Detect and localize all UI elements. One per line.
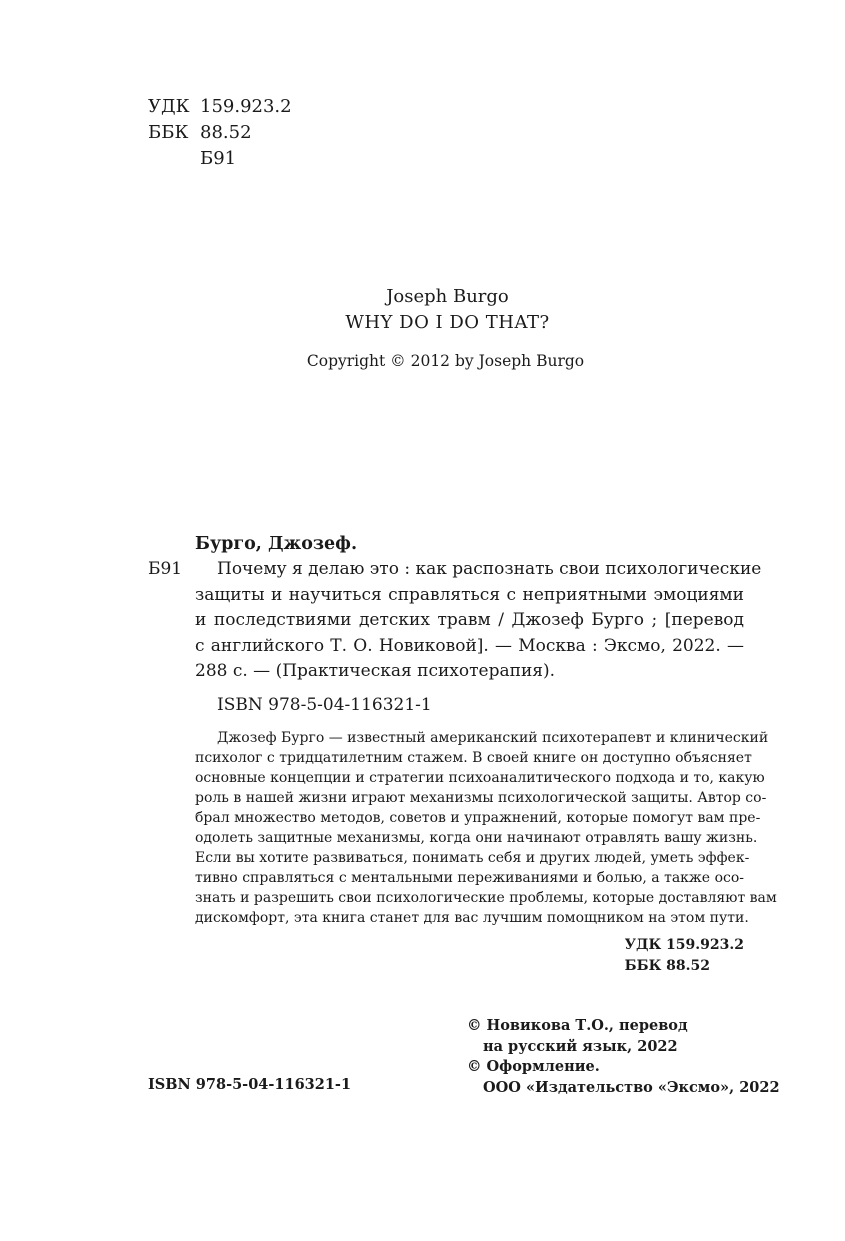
- bbk-row: [148, 122, 292, 148]
- bbk-value: 88.52: [200, 122, 252, 143]
- classification-block: [148, 96, 292, 174]
- original-title: WHY DO I DO THAT?: [345, 312, 550, 333]
- copyright-line: ООО «Издательство «Эксмо», 2022: [483, 1078, 780, 1096]
- udk-row: [148, 96, 292, 122]
- index-udk: УДК 159.923.2: [624, 937, 744, 953]
- copyright-line: © Новикова Т.О., перевод: [467, 1017, 688, 1034]
- annotation-line: знать и разрешить свои психологические проблемы, которые доставляют вам: [195, 890, 777, 906]
- annotation-line: Если вы хотите развиваться, понимать себя и других людей, уметь эффек-: [195, 850, 750, 866]
- udk-value: 159.923.2: [200, 96, 292, 117]
- annotation-line: брал множество методов, советов и упражнений, которые помогут вам пре-: [195, 810, 761, 826]
- bib-line: 288 с. — (Практическая психотерапия).: [195, 661, 556, 682]
- bib-line: с английского Т. О. Новиковой]. — Москва : Эксмо, 2022. —: [195, 635, 744, 656]
- bbk-label: ББК: [148, 122, 189, 143]
- annotation-line: тивно справляться с ментальными переживаниями и болью, а также осо-: [195, 870, 744, 886]
- annotation-line: основные концепции и стратегии психоаналитического подхода и то, какую: [195, 770, 765, 786]
- index-bbk: ББК 88.52: [624, 957, 711, 974]
- bib-line: защиты и научиться справляться с неприятными эмоциями: [195, 584, 744, 605]
- annotation-line: роль в нашей жизни играют механизмы психологической защиты. Автор со-: [195, 790, 767, 806]
- annotation-line: Джозеф Бурго — известный американский психотерапевт и клинический: [217, 730, 769, 746]
- author-heading: Бурго, Джозеф.: [195, 534, 358, 554]
- annotation-line: дискомфорт, эта книга станет для вас лучшим помощником на этом пути.: [195, 910, 749, 926]
- bib-author-mark: Б91: [148, 559, 183, 579]
- annotation-line: психолог с тридцатилетним стажем. В своей книге он доступно объясняет: [195, 750, 752, 766]
- author-mark-row: [148, 148, 292, 174]
- author-mark: Б91: [200, 148, 237, 169]
- bib-description: [195, 557, 762, 685]
- copyright-line: на русский язык, 2022: [483, 1037, 678, 1055]
- annotation: [195, 728, 777, 928]
- bib-line: Почему я делаю это : как распознать свои психологические: [217, 559, 762, 579]
- index-codes: [625, 935, 744, 976]
- bib-isbn: ISBN 978-5-04-116321-1: [217, 695, 432, 715]
- footer-isbn: ISBN 978-5-04-116321-1: [148, 1076, 352, 1093]
- bib-line: и последствиями детских травм / Джозеф Бурго ; [перевод: [195, 610, 744, 631]
- original-copyright: Copyright © 2012 by Joseph Burgo: [306, 352, 585, 370]
- copyright-line: © Оформление.: [467, 1058, 600, 1075]
- udk-label: УДК: [148, 96, 190, 117]
- annotation-line: одолеть защитные механизмы, когда они начинают отравлять вашу жизнь.: [195, 830, 758, 846]
- original-author: Joseph Burgo: [386, 286, 509, 307]
- footer-copyright: [467, 1016, 780, 1098]
